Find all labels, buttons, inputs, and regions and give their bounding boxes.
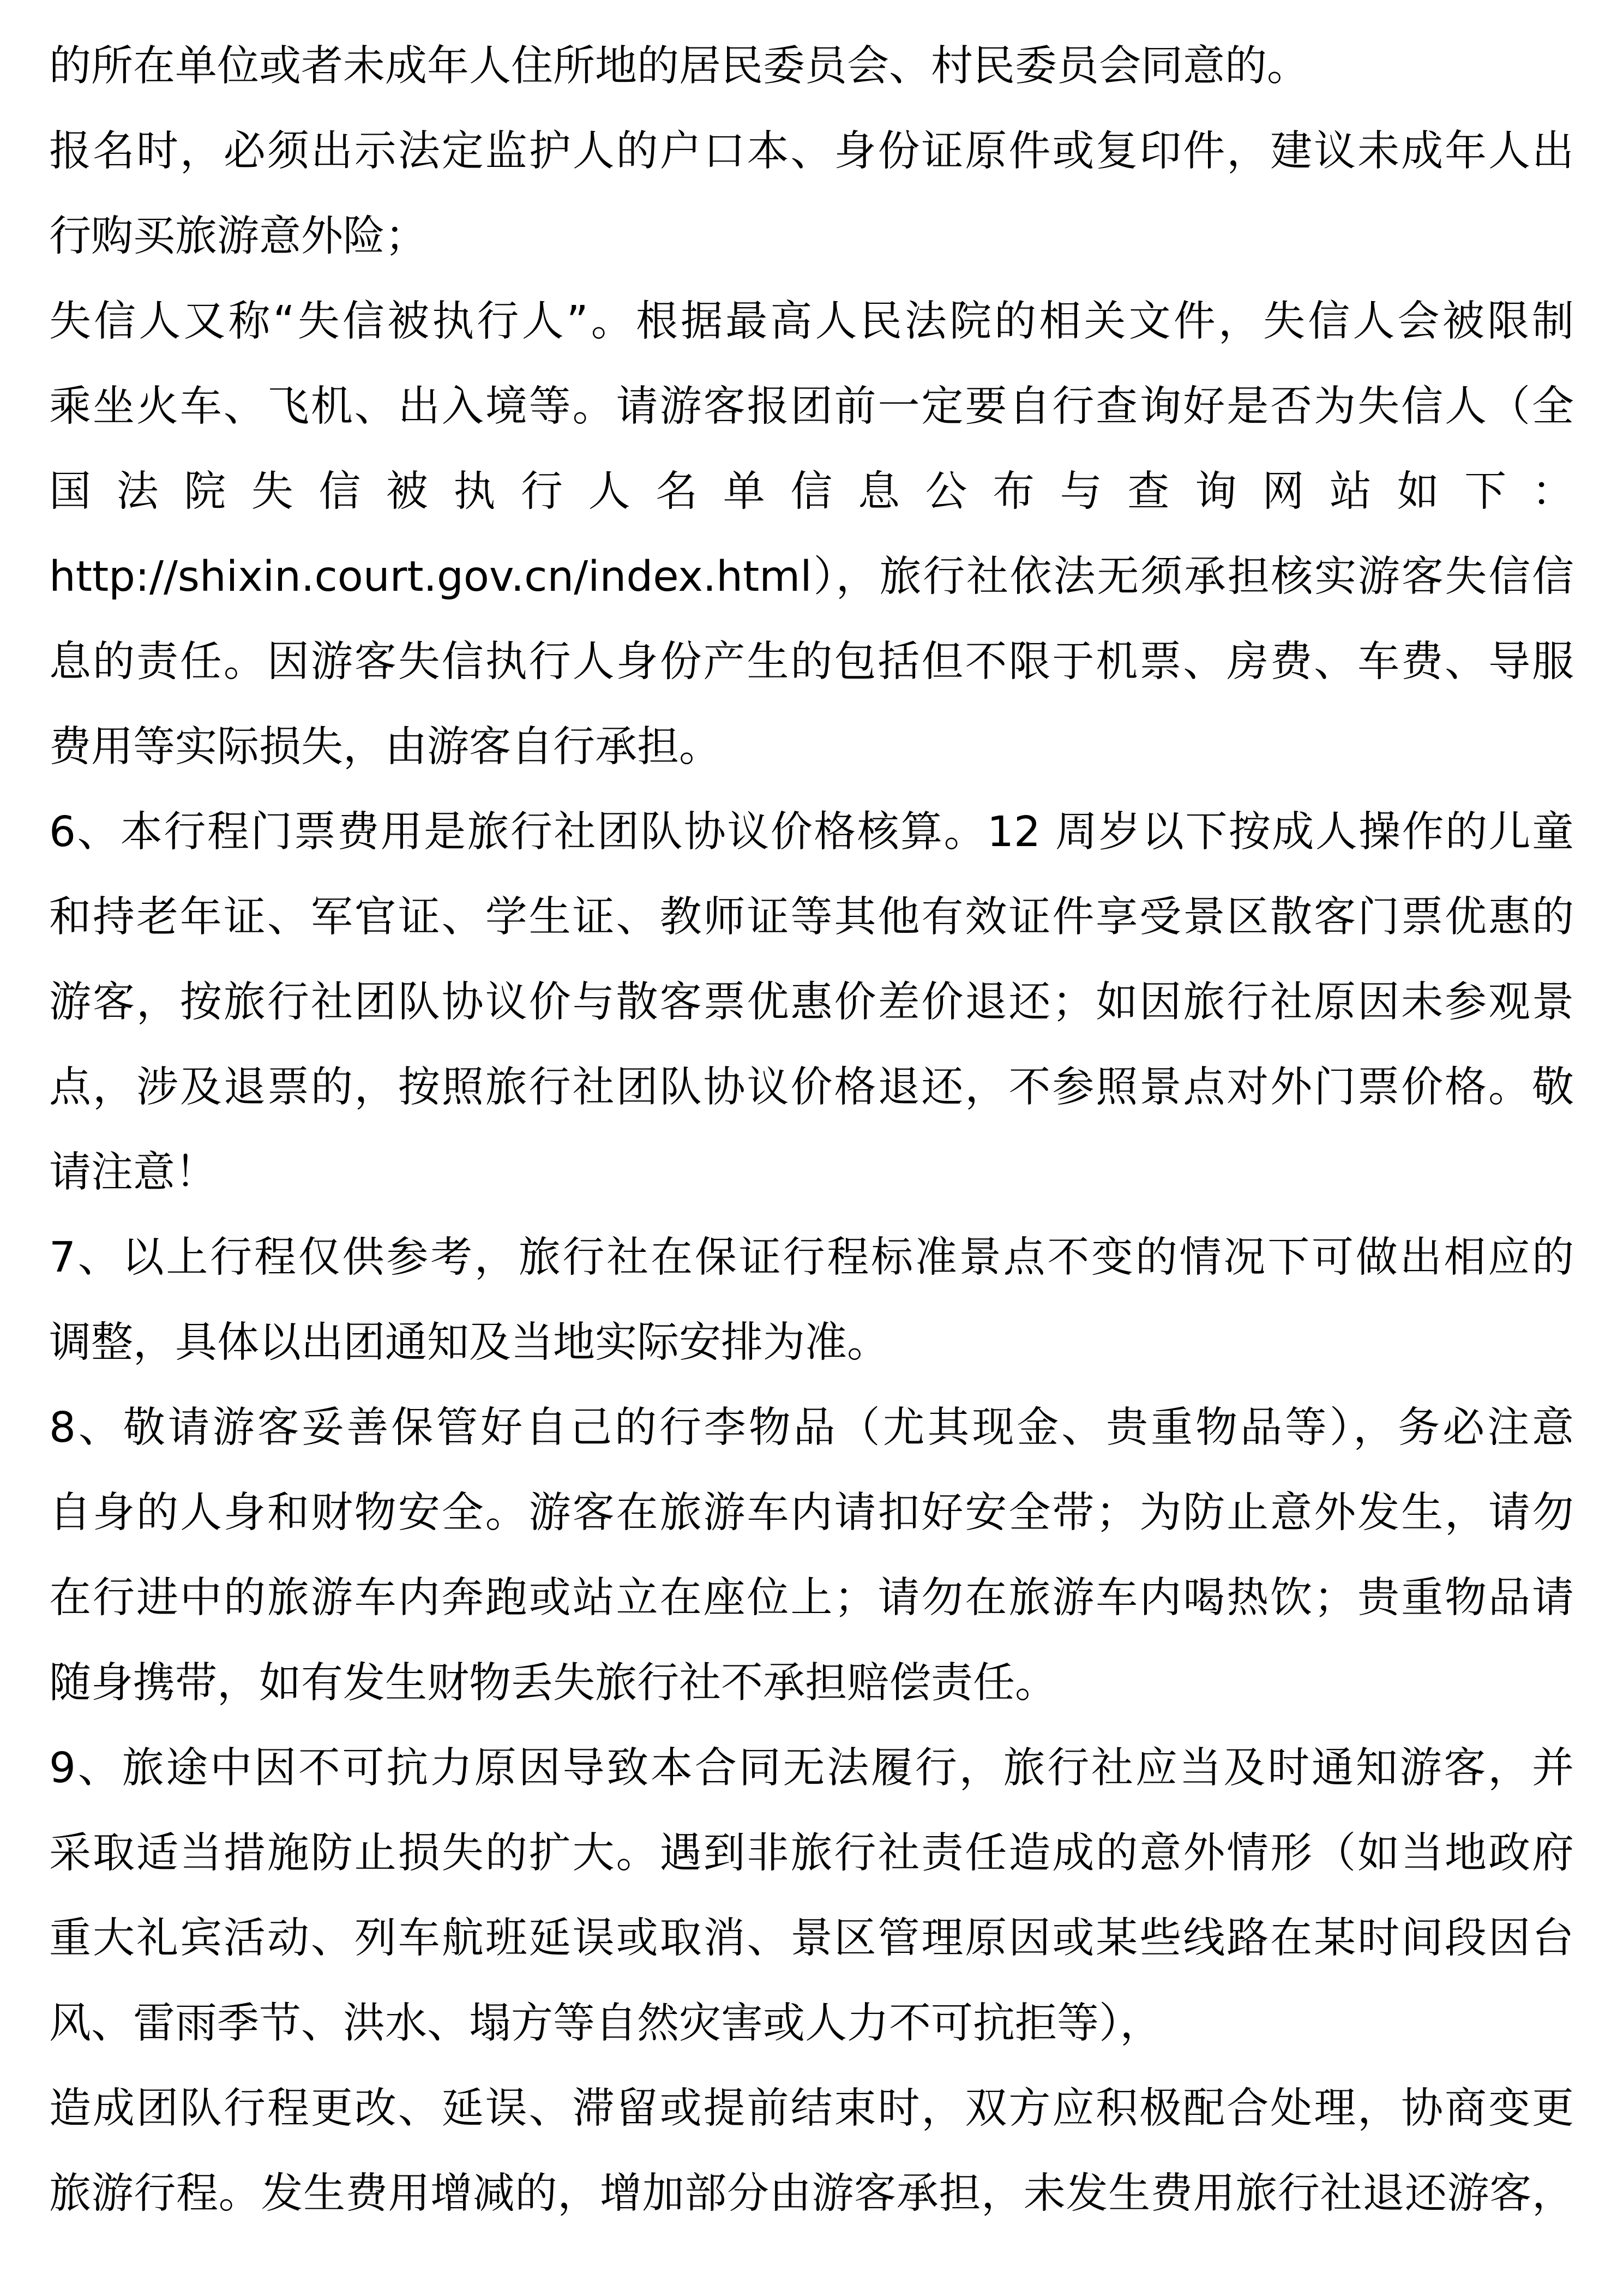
- text-char: 与: [1060, 467, 1102, 516]
- text-line: 乘坐火车、飞机、出入境等。请游客报团前一定要自行查询好是否为失信人（全: [49, 382, 1574, 431]
- text-char: 执: [453, 467, 496, 516]
- text-char: 单: [723, 467, 765, 516]
- text-line: 7、以上行程仅供参考，旅行社在保证行程标准景点不变的情况下可做出相应的: [49, 1233, 1574, 1282]
- text-line: 9、旅途中因不可抗力原因导致本合同无法履行，旅行社应当及时通知游客，并: [49, 1744, 1574, 1793]
- text-line: 的所在单位或者未成年人住所地的居民委员会、村民委员会同意的。: [49, 42, 1309, 91]
- text-line: 造成团队行程更改、延误、滞留或提前结束时，双方应积极配合处理，协商变更: [49, 2084, 1574, 2133]
- url-text-line: http://shixin.court.gov.cn/index.html），旅行社依法无须承担核实游客失信信: [49, 553, 1574, 601]
- text-line: 请注意！: [49, 1148, 217, 1197]
- text-char: 信: [790, 467, 833, 516]
- text-line: 在行进中的旅游车内奔跑或站立在座位上；请勿在旅游车内喝热饮；贵重物品请: [49, 1574, 1574, 1622]
- text-char: 询: [1194, 467, 1237, 516]
- text-char: 人: [588, 467, 630, 516]
- text-char: 院: [184, 467, 226, 516]
- text-char: 公: [925, 467, 967, 516]
- text-char: 下: [1464, 467, 1507, 516]
- text-char: 失: [251, 467, 293, 516]
- text-char: 如: [1397, 467, 1439, 516]
- text-char: 站: [1329, 467, 1372, 516]
- text-line: 点，涉及退票的，按照旅行社团队协议价格退还，不参照景点对外门票价格。敬: [49, 1063, 1574, 1112]
- text-line: 费用等实际损失，由游客自行承担。: [49, 723, 721, 771]
- text-line: 重大礼宾活动、列车航班延误或取消、景区管理原因或某些线路在某时间段因台: [49, 1914, 1574, 1963]
- text-line: 失信人又称“失信被执行人”。根据最高人民法院的相关文件，失信人会被限制: [49, 297, 1574, 346]
- text-line: 自身的人身和财物安全。游客在旅游车内请扣好安全带；为防止意外发生，请勿: [49, 1489, 1574, 1537]
- text-char: 查: [1127, 467, 1170, 516]
- text-char: 信: [318, 467, 361, 516]
- text-char: 息: [857, 467, 900, 516]
- text-line: 旅游行程。发生费用增减的，增加部分由游客承担，未发生费用旅行社退还游客，: [49, 2169, 1574, 2218]
- text-char: 布: [993, 467, 1035, 516]
- text-line: 风、雷雨季节、洪水、塌方等自然灾害或人力不可抗拒等），: [49, 1999, 1162, 2048]
- text-line: 调整，具体以出团通知及当地实际安排为准。: [49, 1318, 889, 1367]
- text-line: 采取适当措施防止损失的扩大。遇到非旅行社责任造成的意外情形（如当地政府: [49, 1829, 1574, 1878]
- text-line: 6、本行程门票费用是旅行社团队协议价格核算。12 周岁以下按成人操作的儿童: [49, 808, 1574, 856]
- text-line: 报名时，必须出示法定监护人的户口本、身份证原件或复印件，建议未成年人出: [49, 127, 1574, 176]
- text-line: 息的责任。因游客失信执行人身份产生的包括但不限于机票、房费、车费、导服: [49, 638, 1574, 686]
- text-line: 行购买旅游意外险；: [49, 212, 427, 261]
- text-char: 国: [49, 467, 91, 516]
- text-line: 和持老年证、军官证、学生证、教师证等其他有效证件享受景区散客门票优惠的: [49, 893, 1574, 942]
- text-char: 法: [116, 467, 159, 516]
- text-line: 随身携带，如有发生财物丢失旅行社不承担赔偿责任。: [49, 1659, 1057, 1707]
- text-line: 8、敬请游客妥善保管好自己的行李物品（尤其现金、贵重物品等），务必注意: [49, 1404, 1574, 1452]
- text-char: 被: [386, 467, 428, 516]
- text-line: 游客，按旅行社团队协议价与散客票优惠价差价退还；如因旅行社原因未参观景: [49, 978, 1574, 1027]
- text-char: 名: [656, 467, 698, 516]
- text-char: 网: [1262, 467, 1305, 516]
- text-char: ：: [1531, 467, 1574, 516]
- text-line-spread: [49, 458, 1574, 526]
- text-char: 行: [521, 467, 563, 516]
